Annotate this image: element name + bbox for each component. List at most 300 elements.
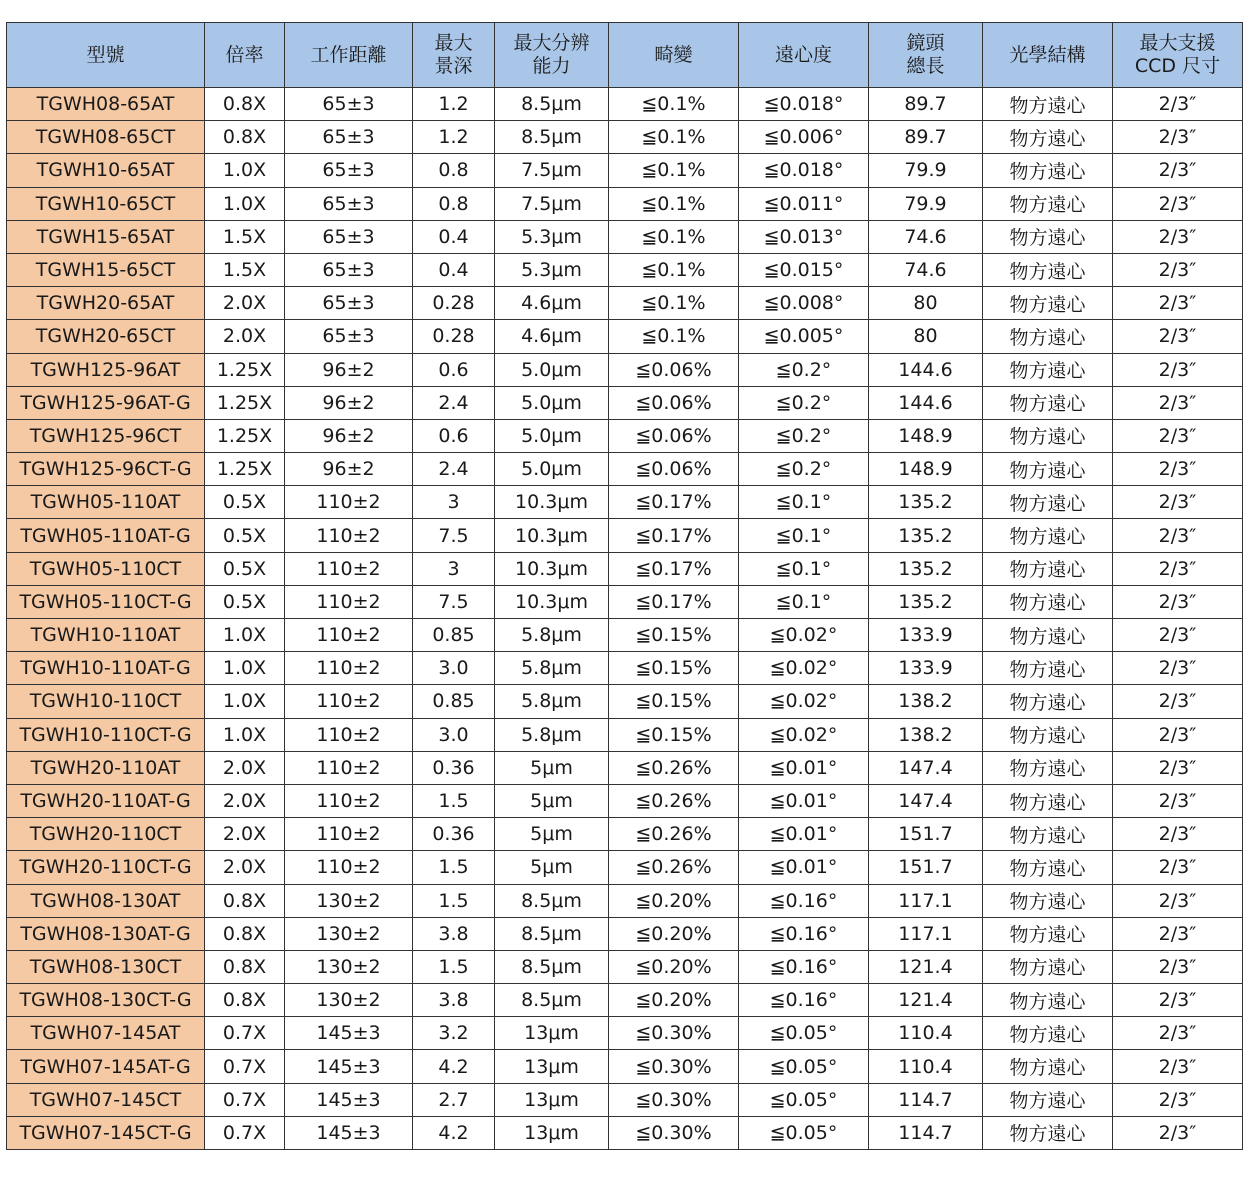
cell-lens-length: 135.2 xyxy=(869,486,983,519)
cell-optical-structure: 物方遠心 xyxy=(983,652,1113,685)
cell-lens-length: 147.4 xyxy=(869,751,983,784)
table-row xyxy=(7,585,1243,618)
cell-ccd-size: 2/3″ xyxy=(1113,353,1243,386)
cell-optical-structure: 物方遠心 xyxy=(983,519,1113,552)
cell-ccd-size: 2/3″ xyxy=(1113,1083,1243,1116)
cell-depth-of-field: 0.28 xyxy=(413,320,495,353)
cell-telecentricity: ≦0.018° xyxy=(739,88,869,121)
cell-magnification: 1.5X xyxy=(205,220,285,253)
cell-ccd-size: 2/3″ xyxy=(1113,121,1243,154)
cell-optical-structure: 物方遠心 xyxy=(983,917,1113,950)
cell-telecentricity: ≦0.16° xyxy=(739,984,869,1017)
cell-ccd-size: 2/3″ xyxy=(1113,386,1243,419)
cell-depth-of-field: 0.85 xyxy=(413,685,495,718)
cell-magnification: 2.0X xyxy=(205,320,285,353)
cell-ccd-size: 2/3″ xyxy=(1113,419,1243,452)
cell-depth-of-field: 7.5 xyxy=(413,585,495,618)
cell-distortion: ≦0.06% xyxy=(609,453,739,486)
cell-resolution: 5.0μm xyxy=(495,419,609,452)
cell-magnification: 0.8X xyxy=(205,121,285,154)
cell-telecentricity: ≦0.01° xyxy=(739,784,869,817)
table-row xyxy=(7,386,1243,419)
cell-lens-length: 114.7 xyxy=(869,1083,983,1116)
cell-depth-of-field: 3.0 xyxy=(413,652,495,685)
lens-spec-table xyxy=(6,22,1243,1150)
cell-depth-of-field: 3.0 xyxy=(413,718,495,751)
cell-optical-structure: 物方遠心 xyxy=(983,552,1113,585)
cell-optical-structure: 物方遠心 xyxy=(983,884,1113,917)
cell-lens-length: 89.7 xyxy=(869,121,983,154)
cell-ccd-size: 2/3″ xyxy=(1113,1050,1243,1083)
cell-working-distance: 65±3 xyxy=(285,154,413,187)
cell-working-distance: 96±2 xyxy=(285,419,413,452)
cell-telecentricity: ≦0.01° xyxy=(739,818,869,851)
cell-model: TGWH20-110CT-G xyxy=(7,851,205,884)
cell-magnification: 1.25X xyxy=(205,353,285,386)
cell-depth-of-field: 0.85 xyxy=(413,619,495,652)
cell-resolution: 5.0μm xyxy=(495,386,609,419)
cell-telecentricity: ≦0.05° xyxy=(739,1083,869,1116)
cell-ccd-size: 2/3″ xyxy=(1113,519,1243,552)
cell-resolution: 5.8μm xyxy=(495,619,609,652)
header-resolution: 最大分辨 能力 xyxy=(495,23,609,88)
cell-distortion: ≦0.20% xyxy=(609,984,739,1017)
cell-ccd-size: 2/3″ xyxy=(1113,784,1243,817)
cell-distortion: ≦0.1% xyxy=(609,154,739,187)
cell-telecentricity: ≦0.006° xyxy=(739,121,869,154)
table-row xyxy=(7,851,1243,884)
cell-optical-structure: 物方遠心 xyxy=(983,751,1113,784)
cell-working-distance: 110±2 xyxy=(285,552,413,585)
cell-optical-structure: 物方遠心 xyxy=(983,1050,1113,1083)
cell-magnification: 0.5X xyxy=(205,552,285,585)
cell-telecentricity: ≦0.02° xyxy=(739,718,869,751)
cell-resolution: 5.8μm xyxy=(495,718,609,751)
cell-working-distance: 65±3 xyxy=(285,220,413,253)
cell-lens-length: 151.7 xyxy=(869,818,983,851)
cell-ccd-size: 2/3″ xyxy=(1113,685,1243,718)
cell-lens-length: 80 xyxy=(869,320,983,353)
cell-ccd-size: 2/3″ xyxy=(1113,154,1243,187)
cell-working-distance: 110±2 xyxy=(285,685,413,718)
table-row xyxy=(7,1050,1243,1083)
cell-working-distance: 65±3 xyxy=(285,320,413,353)
cell-optical-structure: 物方遠心 xyxy=(983,486,1113,519)
cell-distortion: ≦0.06% xyxy=(609,353,739,386)
cell-model: TGWH20-65CT xyxy=(7,320,205,353)
cell-lens-length: 79.9 xyxy=(869,154,983,187)
cell-resolution: 8.5μm xyxy=(495,984,609,1017)
cell-telecentricity: ≦0.013° xyxy=(739,220,869,253)
table-row xyxy=(7,685,1243,718)
cell-working-distance: 145±3 xyxy=(285,1017,413,1050)
cell-resolution: 5μm xyxy=(495,818,609,851)
table-row xyxy=(7,1116,1243,1149)
cell-working-distance: 110±2 xyxy=(285,652,413,685)
cell-depth-of-field: 0.6 xyxy=(413,419,495,452)
cell-lens-length: 133.9 xyxy=(869,619,983,652)
cell-model: TGWH07-145AT-G xyxy=(7,1050,205,1083)
cell-telecentricity: ≦0.16° xyxy=(739,884,869,917)
cell-model: TGWH125-96AT xyxy=(7,353,205,386)
cell-resolution: 5μm xyxy=(495,784,609,817)
cell-lens-length: 89.7 xyxy=(869,88,983,121)
cell-optical-structure: 物方遠心 xyxy=(983,619,1113,652)
header-ccd-size: 最大支援 CCD 尺寸 xyxy=(1113,23,1243,88)
cell-ccd-size: 2/3″ xyxy=(1113,718,1243,751)
cell-telecentricity: ≦0.018° xyxy=(739,154,869,187)
cell-distortion: ≦0.17% xyxy=(609,585,739,618)
cell-resolution: 5.8μm xyxy=(495,685,609,718)
cell-distortion: ≦0.17% xyxy=(609,552,739,585)
cell-resolution: 4.6μm xyxy=(495,320,609,353)
cell-magnification: 1.25X xyxy=(205,386,285,419)
cell-depth-of-field: 1.5 xyxy=(413,784,495,817)
cell-magnification: 1.0X xyxy=(205,652,285,685)
cell-optical-structure: 物方遠心 xyxy=(983,88,1113,121)
cell-magnification: 0.8X xyxy=(205,984,285,1017)
cell-lens-length: 121.4 xyxy=(869,950,983,983)
cell-model: TGWH05-110AT-G xyxy=(7,519,205,552)
cell-optical-structure: 物方遠心 xyxy=(983,718,1113,751)
cell-depth-of-field: 2.4 xyxy=(413,386,495,419)
cell-depth-of-field: 1.5 xyxy=(413,884,495,917)
cell-lens-length: 121.4 xyxy=(869,984,983,1017)
cell-optical-structure: 物方遠心 xyxy=(983,154,1113,187)
cell-depth-of-field: 1.5 xyxy=(413,950,495,983)
cell-distortion: ≦0.26% xyxy=(609,784,739,817)
cell-lens-length: 135.2 xyxy=(869,519,983,552)
cell-magnification: 0.8X xyxy=(205,88,285,121)
cell-magnification: 1.25X xyxy=(205,453,285,486)
cell-optical-structure: 物方遠心 xyxy=(983,353,1113,386)
table-row xyxy=(7,320,1243,353)
cell-magnification: 0.7X xyxy=(205,1017,285,1050)
cell-telecentricity: ≦0.02° xyxy=(739,685,869,718)
cell-magnification: 1.0X xyxy=(205,685,285,718)
cell-telecentricity: ≦0.1° xyxy=(739,552,869,585)
cell-resolution: 5.8μm xyxy=(495,652,609,685)
header-distortion: 畸變 xyxy=(609,23,739,88)
table-row xyxy=(7,884,1243,917)
header-row xyxy=(7,23,1243,88)
cell-telecentricity: ≦0.1° xyxy=(739,585,869,618)
cell-magnification: 2.0X xyxy=(205,751,285,784)
cell-resolution: 8.5μm xyxy=(495,917,609,950)
cell-resolution: 8.5μm xyxy=(495,950,609,983)
header-telecentricity: 遠心度 xyxy=(739,23,869,88)
cell-depth-of-field: 0.36 xyxy=(413,751,495,784)
cell-magnification: 0.5X xyxy=(205,519,285,552)
cell-lens-length: 144.6 xyxy=(869,353,983,386)
cell-ccd-size: 2/3″ xyxy=(1113,751,1243,784)
cell-lens-length: 80 xyxy=(869,287,983,320)
cell-telecentricity: ≦0.16° xyxy=(739,950,869,983)
cell-depth-of-field: 0.4 xyxy=(413,220,495,253)
cell-distortion: ≦0.1% xyxy=(609,187,739,220)
table-row xyxy=(7,519,1243,552)
cell-depth-of-field: 3 xyxy=(413,552,495,585)
cell-model: TGWH125-96AT-G xyxy=(7,386,205,419)
header-depth-of-field: 最大 景深 xyxy=(413,23,495,88)
cell-telecentricity: ≦0.2° xyxy=(739,353,869,386)
cell-working-distance: 110±2 xyxy=(285,519,413,552)
cell-optical-structure: 物方遠心 xyxy=(983,585,1113,618)
cell-depth-of-field: 3.8 xyxy=(413,917,495,950)
cell-resolution: 8.5μm xyxy=(495,121,609,154)
cell-distortion: ≦0.06% xyxy=(609,419,739,452)
cell-optical-structure: 物方遠心 xyxy=(983,784,1113,817)
cell-resolution: 5.3μm xyxy=(495,253,609,286)
cell-resolution: 10.3μm xyxy=(495,585,609,618)
table-row xyxy=(7,552,1243,585)
cell-working-distance: 96±2 xyxy=(285,386,413,419)
table-header xyxy=(7,23,1243,88)
cell-resolution: 4.6μm xyxy=(495,287,609,320)
cell-depth-of-field: 4.2 xyxy=(413,1116,495,1149)
cell-telecentricity: ≦0.02° xyxy=(739,652,869,685)
cell-telecentricity: ≦0.05° xyxy=(739,1116,869,1149)
cell-depth-of-field: 0.8 xyxy=(413,187,495,220)
cell-resolution: 10.3μm xyxy=(495,552,609,585)
cell-model: TGWH05-110CT-G xyxy=(7,585,205,618)
cell-ccd-size: 2/3″ xyxy=(1113,486,1243,519)
cell-ccd-size: 2/3″ xyxy=(1113,1017,1243,1050)
table-row xyxy=(7,353,1243,386)
cell-working-distance: 145±3 xyxy=(285,1083,413,1116)
cell-resolution: 5.3μm xyxy=(495,220,609,253)
cell-model: TGWH10-65CT xyxy=(7,187,205,220)
cell-telecentricity: ≦0.1° xyxy=(739,486,869,519)
cell-resolution: 10.3μm xyxy=(495,486,609,519)
cell-working-distance: 110±2 xyxy=(285,751,413,784)
cell-magnification: 2.0X xyxy=(205,818,285,851)
cell-depth-of-field: 3 xyxy=(413,486,495,519)
cell-model: TGWH08-130CT xyxy=(7,950,205,983)
cell-model: TGWH10-110AT xyxy=(7,619,205,652)
table-row xyxy=(7,917,1243,950)
cell-magnification: 1.0X xyxy=(205,619,285,652)
table-row xyxy=(7,984,1243,1017)
cell-depth-of-field: 2.4 xyxy=(413,453,495,486)
table-row xyxy=(7,253,1243,286)
cell-distortion: ≦0.15% xyxy=(609,685,739,718)
header-model: 型號 xyxy=(7,23,205,88)
cell-model: TGWH10-65AT xyxy=(7,154,205,187)
cell-depth-of-field: 3.8 xyxy=(413,984,495,1017)
cell-magnification: 2.0X xyxy=(205,851,285,884)
cell-model: TGWH07-145CT-G xyxy=(7,1116,205,1149)
cell-model: TGWH07-145CT xyxy=(7,1083,205,1116)
cell-model: TGWH08-130AT xyxy=(7,884,205,917)
cell-ccd-size: 2/3″ xyxy=(1113,453,1243,486)
table-row xyxy=(7,220,1243,253)
cell-distortion: ≦0.1% xyxy=(609,121,739,154)
cell-optical-structure: 物方遠心 xyxy=(983,453,1113,486)
cell-lens-length: 74.6 xyxy=(869,220,983,253)
cell-distortion: ≦0.17% xyxy=(609,519,739,552)
cell-optical-structure: 物方遠心 xyxy=(983,121,1113,154)
cell-ccd-size: 2/3″ xyxy=(1113,287,1243,320)
cell-working-distance: 96±2 xyxy=(285,353,413,386)
header-working-distance: 工作距離 xyxy=(285,23,413,88)
cell-resolution: 13μm xyxy=(495,1116,609,1149)
cell-optical-structure: 物方遠心 xyxy=(983,220,1113,253)
cell-magnification: 0.5X xyxy=(205,486,285,519)
cell-ccd-size: 2/3″ xyxy=(1113,88,1243,121)
cell-resolution: 5.0μm xyxy=(495,453,609,486)
cell-optical-structure: 物方遠心 xyxy=(983,419,1113,452)
cell-lens-length: 110.4 xyxy=(869,1050,983,1083)
cell-working-distance: 65±3 xyxy=(285,121,413,154)
cell-ccd-size: 2/3″ xyxy=(1113,220,1243,253)
cell-ccd-size: 2/3″ xyxy=(1113,253,1243,286)
cell-resolution: 13μm xyxy=(495,1050,609,1083)
cell-telecentricity: ≦0.02° xyxy=(739,619,869,652)
header-optical-structure: 光學結構 xyxy=(983,23,1113,88)
table-row xyxy=(7,784,1243,817)
cell-distortion: ≦0.30% xyxy=(609,1083,739,1116)
cell-working-distance: 110±2 xyxy=(285,784,413,817)
cell-ccd-size: 2/3″ xyxy=(1113,652,1243,685)
cell-ccd-size: 2/3″ xyxy=(1113,917,1243,950)
cell-magnification: 0.7X xyxy=(205,1050,285,1083)
cell-distortion: ≦0.26% xyxy=(609,751,739,784)
cell-distortion: ≦0.1% xyxy=(609,220,739,253)
cell-resolution: 7.5μm xyxy=(495,187,609,220)
cell-optical-structure: 物方遠心 xyxy=(983,984,1113,1017)
cell-lens-length: 148.9 xyxy=(869,453,983,486)
cell-lens-length: 135.2 xyxy=(869,585,983,618)
cell-lens-length: 114.7 xyxy=(869,1116,983,1149)
cell-optical-structure: 物方遠心 xyxy=(983,287,1113,320)
cell-depth-of-field: 1.2 xyxy=(413,121,495,154)
cell-telecentricity: ≦0.16° xyxy=(739,917,869,950)
cell-distortion: ≦0.30% xyxy=(609,1050,739,1083)
cell-optical-structure: 物方遠心 xyxy=(983,1116,1113,1149)
cell-telecentricity: ≦0.008° xyxy=(739,287,869,320)
table-row xyxy=(7,718,1243,751)
cell-magnification: 0.5X xyxy=(205,585,285,618)
cell-working-distance: 130±2 xyxy=(285,950,413,983)
table-row xyxy=(7,419,1243,452)
cell-distortion: ≦0.1% xyxy=(609,287,739,320)
cell-depth-of-field: 1.5 xyxy=(413,851,495,884)
cell-telecentricity: ≦0.05° xyxy=(739,1017,869,1050)
cell-optical-structure: 物方遠心 xyxy=(983,818,1113,851)
cell-depth-of-field: 7.5 xyxy=(413,519,495,552)
cell-depth-of-field: 0.36 xyxy=(413,818,495,851)
cell-telecentricity: ≦0.01° xyxy=(739,751,869,784)
cell-optical-structure: 物方遠心 xyxy=(983,253,1113,286)
cell-lens-length: 144.6 xyxy=(869,386,983,419)
cell-ccd-size: 2/3″ xyxy=(1113,552,1243,585)
cell-distortion: ≦0.15% xyxy=(609,619,739,652)
cell-model: TGWH20-65AT xyxy=(7,287,205,320)
cell-model: TGWH20-110CT xyxy=(7,818,205,851)
cell-depth-of-field: 4.2 xyxy=(413,1050,495,1083)
cell-telecentricity: ≦0.011° xyxy=(739,187,869,220)
cell-resolution: 13μm xyxy=(495,1083,609,1116)
cell-model: TGWH05-110CT xyxy=(7,552,205,585)
table-row xyxy=(7,818,1243,851)
cell-working-distance: 145±3 xyxy=(285,1116,413,1149)
cell-resolution: 10.3μm xyxy=(495,519,609,552)
table-row xyxy=(7,187,1243,220)
cell-depth-of-field: 0.6 xyxy=(413,353,495,386)
cell-lens-length: 135.2 xyxy=(869,552,983,585)
cell-optical-structure: 物方遠心 xyxy=(983,1017,1113,1050)
cell-magnification: 0.7X xyxy=(205,1083,285,1116)
cell-working-distance: 145±3 xyxy=(285,1050,413,1083)
cell-model: TGWH15-65AT xyxy=(7,220,205,253)
cell-lens-length: 138.2 xyxy=(869,718,983,751)
cell-ccd-size: 2/3″ xyxy=(1113,320,1243,353)
cell-working-distance: 65±3 xyxy=(285,253,413,286)
cell-working-distance: 130±2 xyxy=(285,917,413,950)
cell-telecentricity: ≦0.005° xyxy=(739,320,869,353)
cell-working-distance: 65±3 xyxy=(285,187,413,220)
cell-ccd-size: 2/3″ xyxy=(1113,818,1243,851)
table-row xyxy=(7,287,1243,320)
cell-model: TGWH08-65CT xyxy=(7,121,205,154)
cell-distortion: ≦0.1% xyxy=(609,320,739,353)
cell-magnification: 0.7X xyxy=(205,1116,285,1149)
cell-ccd-size: 2/3″ xyxy=(1113,619,1243,652)
cell-magnification: 1.0X xyxy=(205,154,285,187)
cell-lens-length: 133.9 xyxy=(869,652,983,685)
cell-model: TGWH15-65CT xyxy=(7,253,205,286)
table-row xyxy=(7,154,1243,187)
cell-lens-length: 147.4 xyxy=(869,784,983,817)
cell-distortion: ≦0.17% xyxy=(609,486,739,519)
cell-magnification: 0.8X xyxy=(205,884,285,917)
cell-telecentricity: ≦0.01° xyxy=(739,851,869,884)
cell-depth-of-field: 2.7 xyxy=(413,1083,495,1116)
cell-magnification: 2.0X xyxy=(205,287,285,320)
cell-depth-of-field: 0.4 xyxy=(413,253,495,286)
cell-lens-length: 117.1 xyxy=(869,917,983,950)
cell-magnification: 1.5X xyxy=(205,253,285,286)
cell-ccd-size: 2/3″ xyxy=(1113,851,1243,884)
cell-distortion: ≦0.1% xyxy=(609,253,739,286)
cell-magnification: 1.0X xyxy=(205,718,285,751)
cell-optical-structure: 物方遠心 xyxy=(983,386,1113,419)
cell-ccd-size: 2/3″ xyxy=(1113,884,1243,917)
cell-ccd-size: 2/3″ xyxy=(1113,984,1243,1017)
cell-resolution: 5μm xyxy=(495,851,609,884)
cell-magnification: 0.8X xyxy=(205,917,285,950)
cell-working-distance: 110±2 xyxy=(285,718,413,751)
table-row xyxy=(7,453,1243,486)
cell-working-distance: 110±2 xyxy=(285,486,413,519)
cell-lens-length: 79.9 xyxy=(869,187,983,220)
cell-optical-structure: 物方遠心 xyxy=(983,187,1113,220)
cell-magnification: 0.8X xyxy=(205,950,285,983)
cell-lens-length: 74.6 xyxy=(869,253,983,286)
cell-optical-structure: 物方遠心 xyxy=(983,950,1113,983)
cell-lens-length: 110.4 xyxy=(869,1017,983,1050)
table-row xyxy=(7,751,1243,784)
cell-lens-length: 151.7 xyxy=(869,851,983,884)
cell-model: TGWH08-65AT xyxy=(7,88,205,121)
cell-resolution: 5μm xyxy=(495,751,609,784)
cell-distortion: ≦0.30% xyxy=(609,1116,739,1149)
table-row xyxy=(7,619,1243,652)
table-row xyxy=(7,950,1243,983)
cell-model: TGWH10-110AT-G xyxy=(7,652,205,685)
cell-depth-of-field: 0.8 xyxy=(413,154,495,187)
